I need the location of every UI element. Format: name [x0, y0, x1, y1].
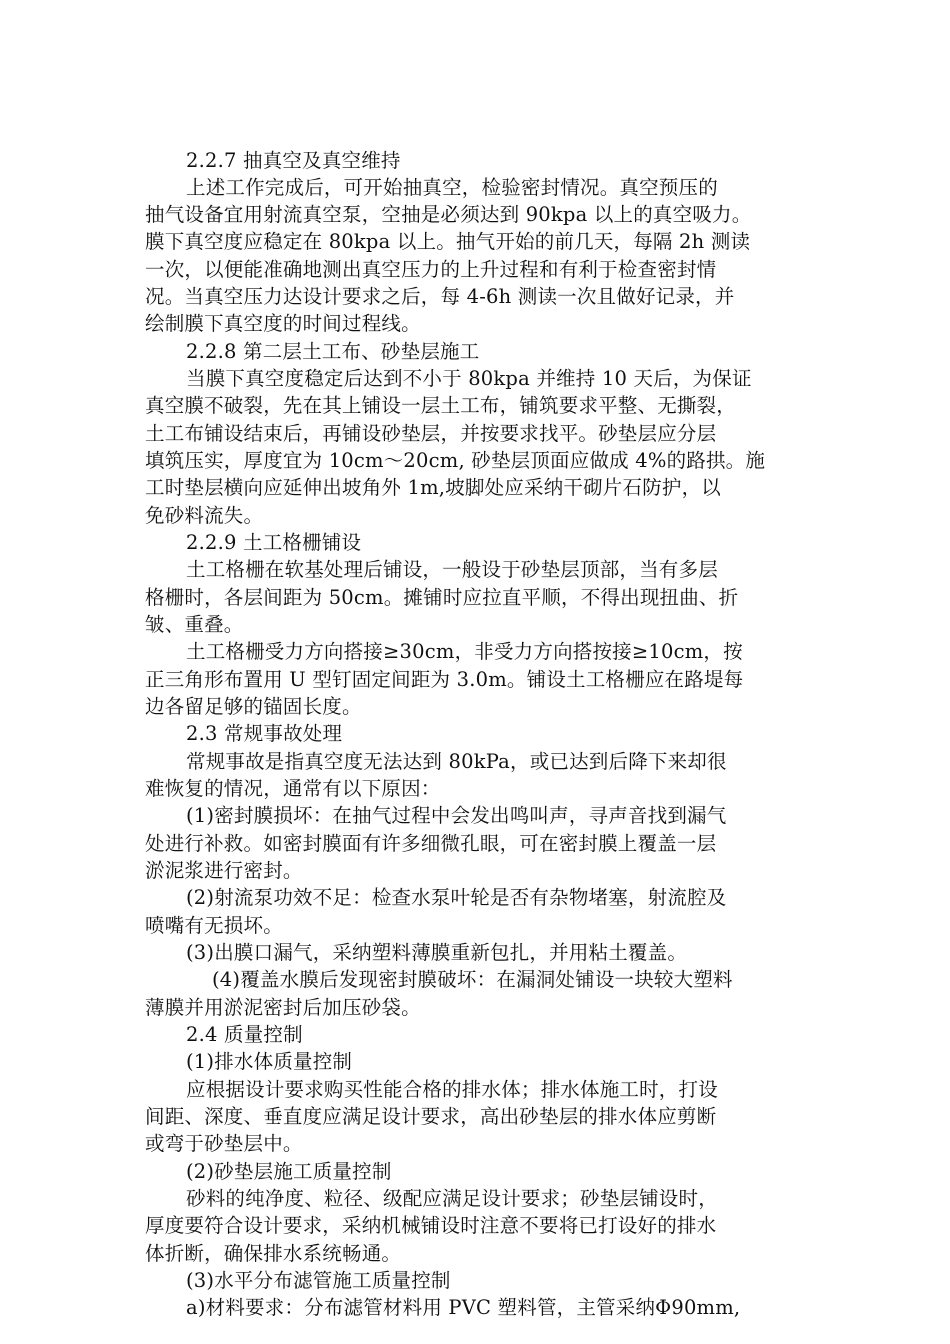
paragraph-line: 填筑压实，厚度宜为 10cm～20cm, 砂垫层顶面应做成 4%的路拱。施	[145, 449, 766, 472]
paragraph-line: 抽气设备宜用射流真空泵，空抽是必须达到 90kpa 以上的真空吸力。	[145, 203, 752, 226]
paragraph-line: 边各留足够的锚固长度。	[145, 695, 362, 718]
paragraph-line: 难恢复的情况，通常有以下原因：	[145, 777, 441, 800]
paragraph-line: 格栅时，各层间距为 50cm。摊铺时应拉直平顺，不得出现扭曲、折	[145, 586, 739, 609]
paragraph-line: 一次，以便能准确地测出真空压力的上升过程和有利于检查密封情	[145, 258, 717, 281]
paragraph-line: 土工格栅在软基处理后铺设，一般设于砂垫层顶部，当有多层	[186, 558, 718, 581]
paragraph-line: 膜下真空度应稳定在 80kpa 以上。抽气开始的前几天，每隔 2h 测读	[145, 230, 751, 253]
paragraph-line: 土工格栅受力方向搭接≥30cm，非受力方向搭按接≥10cm，按	[186, 640, 743, 663]
paragraph-line: 间距、深度、垂直度应满足设计要求，高出砂垫层的排水体应剪断	[145, 1105, 717, 1128]
list-item-line: (2)射流泵功效不足：检查水泵叶轮是否有杂物堵塞，射流腔及	[186, 886, 727, 909]
heading-2-4: 2.4 质量控制	[186, 1023, 303, 1046]
paragraph-line: 绘制膜下真空度的时间过程线。	[145, 312, 421, 335]
paragraph-line: 或弯于砂垫层中。	[145, 1132, 303, 1155]
list-item-line: (4)覆盖水膜后发现密封膜破坏：在漏洞处铺设一块较大塑料	[212, 968, 733, 991]
paragraph-line: 况。当真空压力达设计要求之后，每 4-6h 测读一次且做好记录，并	[145, 285, 735, 308]
list-item-line: (3)出膜口漏气，采纳塑料薄膜重新包扎，并用粘土覆盖。	[186, 941, 688, 964]
heading-2-2-7: 2.2.7 抽真空及真空维持	[186, 149, 401, 172]
paragraph-line: 常规事故是指真空度无法达到 80kPa，或已达到后降下来却很	[186, 750, 727, 773]
subheading-line: (3)水平分布滤管施工质量控制	[186, 1269, 451, 1292]
paragraph-line: 当膜下真空度稳定后达到不小于 80kpa 并维持 10 天后，为保证	[186, 367, 752, 390]
paragraph-line: 真空膜不破裂，先在其上铺设一层土工布，铺筑要求平整、无撕裂，	[145, 394, 737, 417]
heading-2-2-8: 2.2.8 第二层土工布、砂垫层施工	[186, 340, 480, 363]
paragraph-line: 正三角形布置用 U 型钉固定间距为 3.0m。铺设土工格栅应在路堤每	[145, 668, 744, 691]
paragraph-line: 薄膜并用淤泥密封后加压砂袋。	[145, 996, 421, 1019]
list-item-line: (1)密封膜损坏：在抽气过程中会发出鸣叫声，寻声音找到漏气	[186, 804, 727, 827]
paragraph-line: 应根据设计要求购买性能合格的排水体；排水体施工时，打设	[186, 1078, 718, 1101]
paragraph-line: 砂料的纯净度、粒径、级配应满足设计要求；砂垫层铺设时，	[186, 1187, 718, 1210]
heading-2-2-9: 2.2.9 土工格栅铺设	[186, 531, 362, 554]
paragraph-line: 喷嘴有无损坏。	[145, 914, 283, 937]
paragraph-line: a)材料要求：分布滤管材料用 PVC 塑料管，主管采纳Φ90mm,	[186, 1296, 741, 1319]
paragraph-line: 体折断，确保排水系统畅通。	[145, 1242, 402, 1265]
paragraph-line: 淤泥浆进行密封。	[145, 859, 303, 882]
paragraph-line: 厚度要符合设计要求，采纳机械铺设时注意不要将已打设好的排水	[145, 1214, 717, 1237]
subheading-line: (2)砂垫层施工质量控制	[186, 1160, 392, 1183]
paragraph-line: 土工布铺设结束后，再铺设砂垫层，并按要求找平。砂垫层应分层	[145, 422, 717, 445]
paragraph-line: 免砂料流失。	[145, 504, 264, 527]
paragraph-line: 处进行补救。如密封膜面有许多细微孔眼，可在密封膜上覆盖一层	[145, 832, 717, 855]
paragraph-line: 上述工作完成后，可开始抽真空，检验密封情况。真空预压的	[186, 176, 718, 199]
subheading-line: (1)排水体质量控制	[186, 1050, 353, 1073]
heading-2-3: 2.3 常规事故处理	[186, 722, 343, 745]
paragraph-line: 皱、重叠。	[145, 613, 244, 636]
paragraph-line: 工时垫层横向应延伸出坡角外 1m,坡脚处应采纳干砌片石防护，以	[145, 476, 721, 499]
